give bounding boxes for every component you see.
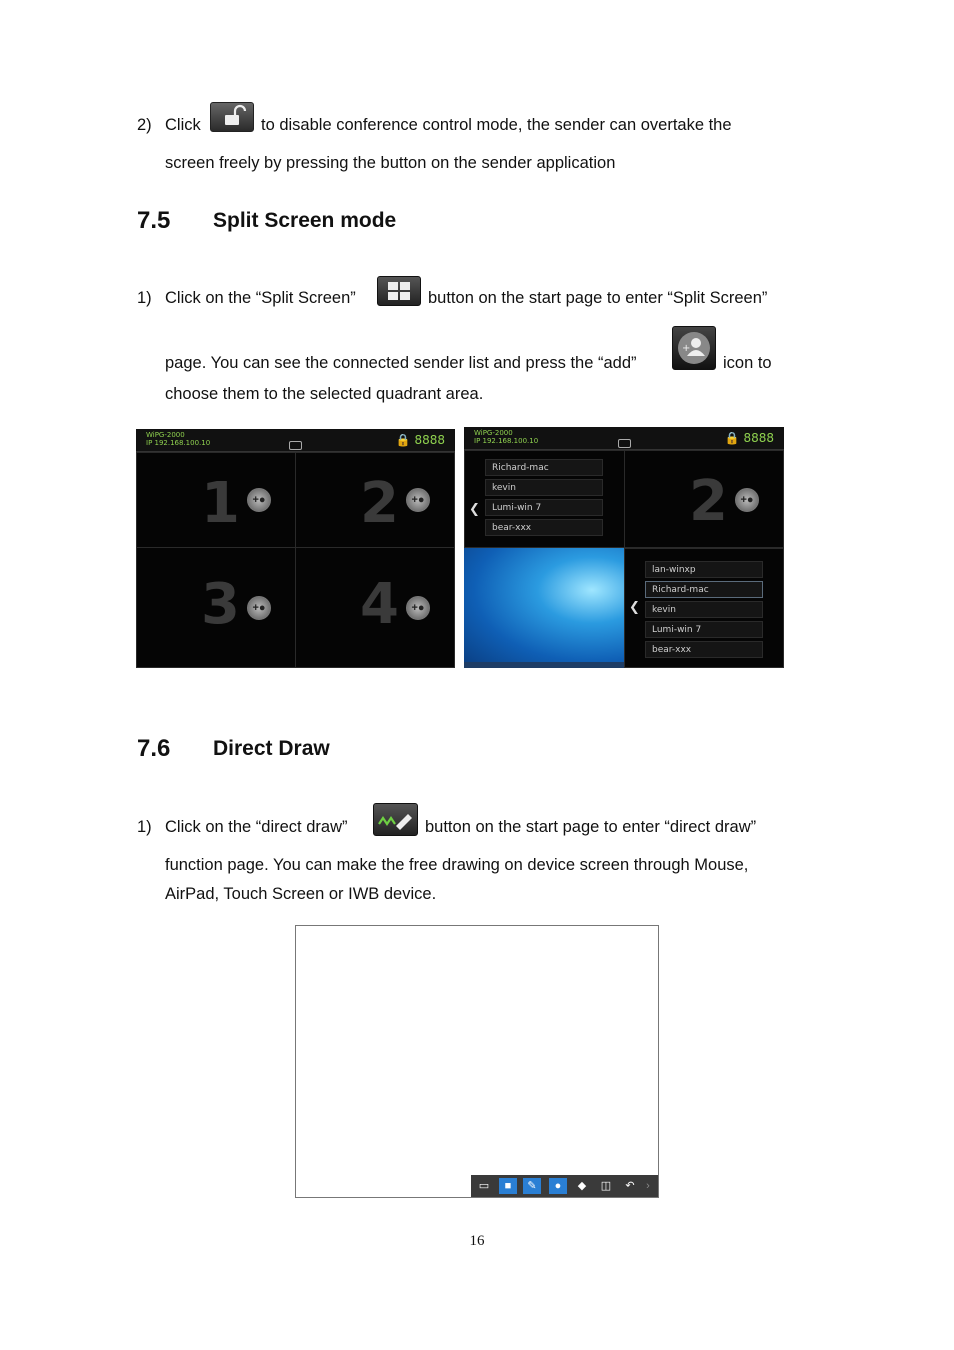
section-number: 7.5 xyxy=(137,207,171,234)
list-item[interactable]: kevin xyxy=(485,479,603,496)
list-item[interactable]: kevin xyxy=(645,601,763,618)
step-text: choose them to the selected quadrant area. xyxy=(165,385,484,403)
split-screen-screenshot-lists xyxy=(464,427,784,668)
section-title: Direct Draw xyxy=(213,737,330,760)
list-item[interactable]: Richard-mac xyxy=(485,459,603,476)
section-number: 7.6 xyxy=(137,735,171,762)
add-user-icon[interactable]: +● xyxy=(247,596,271,620)
quadrant[interactable] xyxy=(464,450,625,548)
whiteboard-icon[interactable]: ▭ xyxy=(478,1180,490,1192)
undo-icon[interactable]: ↶ xyxy=(625,1180,635,1192)
chevron-right-icon[interactable]: › xyxy=(646,1180,650,1192)
step-number: 2) xyxy=(137,116,152,134)
device-info: WiPG-2000 IP 192.168.100.10 xyxy=(146,431,211,447)
direct-draw-icon xyxy=(373,803,418,836)
quadrant[interactable] xyxy=(136,452,296,548)
background-icon[interactable]: ■ xyxy=(499,1178,517,1194)
step-text: to disable conference control mode, the sender can overtake the xyxy=(261,116,732,134)
pen-icon[interactable]: ✎ xyxy=(523,1178,541,1194)
step-text: screen freely by pressing the button on the sender application xyxy=(165,154,616,172)
quadrant[interactable] xyxy=(295,452,455,548)
quadrant-number: 2 xyxy=(360,471,399,536)
quadrant[interactable] xyxy=(624,548,784,668)
list-item[interactable]: Lumi-win 7 xyxy=(485,499,603,516)
sender-list xyxy=(645,561,763,661)
trash-icon[interactable]: ◫ xyxy=(600,1180,612,1192)
list-item[interactable]: Lumi-win 7 xyxy=(645,621,763,638)
quadrant[interactable] xyxy=(136,547,296,668)
quadrant-number: 4 xyxy=(360,572,399,637)
step-text: icon to xyxy=(723,354,772,372)
chevron-left-icon[interactable]: ❮ xyxy=(629,599,640,614)
list-item[interactable]: bear-xxx xyxy=(485,519,603,536)
device-info: WiPG-2000 IP 192.168.100.10 xyxy=(474,429,539,445)
add-user-icon xyxy=(672,326,716,370)
quadrant[interactable] xyxy=(624,450,784,548)
sender-list xyxy=(485,459,603,539)
add-user-icon[interactable]: +● xyxy=(247,488,271,512)
windows-desktop-preview xyxy=(464,548,624,668)
section-title: Split Screen mode xyxy=(213,209,397,232)
unlock-icon xyxy=(210,102,254,132)
step-text: button on the start page to enter “direct draw” xyxy=(425,818,757,836)
quadrant-number: 1 xyxy=(201,471,240,536)
quadrant-number: 2 xyxy=(689,469,728,534)
chevron-left-icon[interactable]: ❮ xyxy=(469,501,480,516)
list-item[interactable]: lan-winxp xyxy=(645,561,763,578)
screenshot-top-bar xyxy=(464,427,784,450)
step-text: page. You can see the connected sender list and press the “add” xyxy=(165,354,637,372)
page-number: 16 xyxy=(469,1233,485,1249)
step-text: Click on the “Split Screen” xyxy=(165,289,356,307)
add-user-icon[interactable]: +● xyxy=(406,596,430,620)
camera-icon xyxy=(289,441,302,450)
step-text: AirPad, Touch Screen or IWB device. xyxy=(165,885,437,903)
draw-toolbar xyxy=(471,1175,658,1197)
quadrant-number: 3 xyxy=(201,572,240,637)
direct-draw-canvas[interactable] xyxy=(295,925,659,1198)
eraser-icon[interactable]: ◆ xyxy=(577,1180,587,1192)
split-screen-icon xyxy=(377,276,421,306)
step-text: function page. You can make the free drawing on device screen through Mouse, xyxy=(165,856,749,874)
step-number: 1) xyxy=(137,289,152,307)
svg-text:+: + xyxy=(682,343,691,354)
step-number: 1) xyxy=(137,818,152,836)
step-text: Click on the “direct draw” xyxy=(165,818,348,836)
quadrant[interactable] xyxy=(295,547,455,668)
color-icon[interactable]: ● xyxy=(549,1178,567,1194)
add-user-icon[interactable]: +● xyxy=(735,488,759,512)
step-text: button on the start page to enter “Split Screen” xyxy=(428,289,768,307)
conference-code: 🔒 8888 xyxy=(724,431,774,445)
list-item[interactable]: bear-xxx xyxy=(645,641,763,658)
list-item[interactable]: Richard-mac xyxy=(645,581,763,598)
step-text: Click xyxy=(165,116,201,134)
taskbar xyxy=(464,662,624,668)
conference-code: 🔒 8888 xyxy=(395,433,445,447)
add-user-icon[interactable]: +● xyxy=(406,488,430,512)
camera-icon xyxy=(618,439,631,448)
split-screen-screenshot-empty xyxy=(136,429,455,668)
screenshot-top-bar xyxy=(136,429,455,452)
